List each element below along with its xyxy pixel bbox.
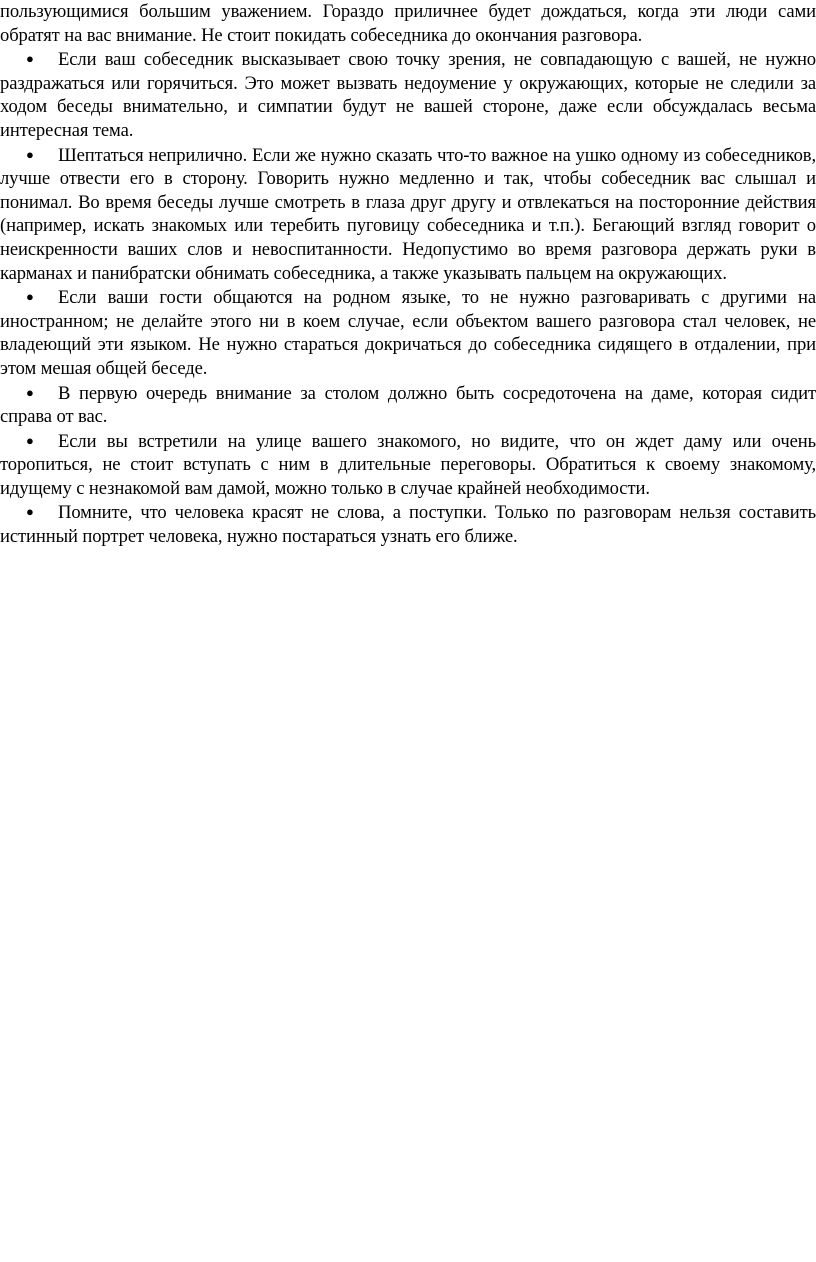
bullet-text: Если ваши гости общаются на родном языке, то не нужно разговаривать с другими на иностранном; не делайте этого ни в коем случае, если объектом вашего разговора стал человек, не владеющий эти языком. Не нужно стараться докричаться до собеседника сидящего в отдалении, при этом мешая общей беседе. <box>0 287 816 379</box>
bullet-item-3 <box>0 285 816 380</box>
bullet-icon: ● <box>26 289 34 305</box>
bullet-item-2 <box>0 143 816 286</box>
bullet-icon: ● <box>26 432 34 448</box>
bullet-item-5 <box>0 429 816 501</box>
bullet-item-4 <box>0 381 816 429</box>
bullet-icon: ● <box>26 146 34 162</box>
intro-paragraph: пользующимися большим уважением. Гораздо приличнее будет дождаться, когда эти люди сами обратят на вас внимание. Не стоит покидать собеседника до окончания разговора. <box>0 1 816 46</box>
bullet-text: Помните, что человека красят не слова, а поступки. Только по разговорам нельзя составить истинный портрет человека, нужно постараться узнать его ближе. <box>0 502 816 548</box>
bullet-item-6 <box>0 500 816 548</box>
bullet-text: Шептаться неприлично. Если же нужно сказать что-то важное на ушко одному из собеседников, лучше отвести его в сторону. Говорить нужно медленно и так, чтобы собеседник вас слышал и понимал. Во время беседы лучше смотреть в глаза друг другу и отвлекаться на посторонние действия (например, искать знакомых или теребить пуговицу собеседника и т.п.). Бегающий взгляд говорит о неискренности ваших слов и невоспитанности. Недопустимо во время разговора держать руки в карманах и панибратски обнимать собеседника, а также указывать пальцем на окружающих. <box>0 144 816 284</box>
bullet-icon: ● <box>26 504 34 520</box>
bullet-item-1 <box>0 47 816 142</box>
bullet-icon: ● <box>26 51 34 67</box>
document-page <box>0 0 816 549</box>
bullet-text: Если вы встретили на улице вашего знакомого, но видите, что он ждет даму или очень торопиться, не стоит вступать с ним в длительные переговоры. Обратиться к своему знакомому, идущему с незнакомой вам дамой, можно только в случае крайней необходимости. <box>0 430 816 499</box>
bullet-text: В первую очередь внимание за столом должно быть сосредоточена на даме, которая сидит справа от вас. <box>0 382 816 428</box>
bullet-icon: ● <box>26 384 34 400</box>
bullet-text: Если ваш собеседник высказывает свою точку зрения, не совпадающую с вашей, не нужно раздражаться или горячиться. Это может вызвать недоумение у окружающих, которые не следили за ходом беседы внимательно, и симпатии будут не вашей стороне, даже если обсуждалась весьма интересная тема. <box>0 49 816 141</box>
